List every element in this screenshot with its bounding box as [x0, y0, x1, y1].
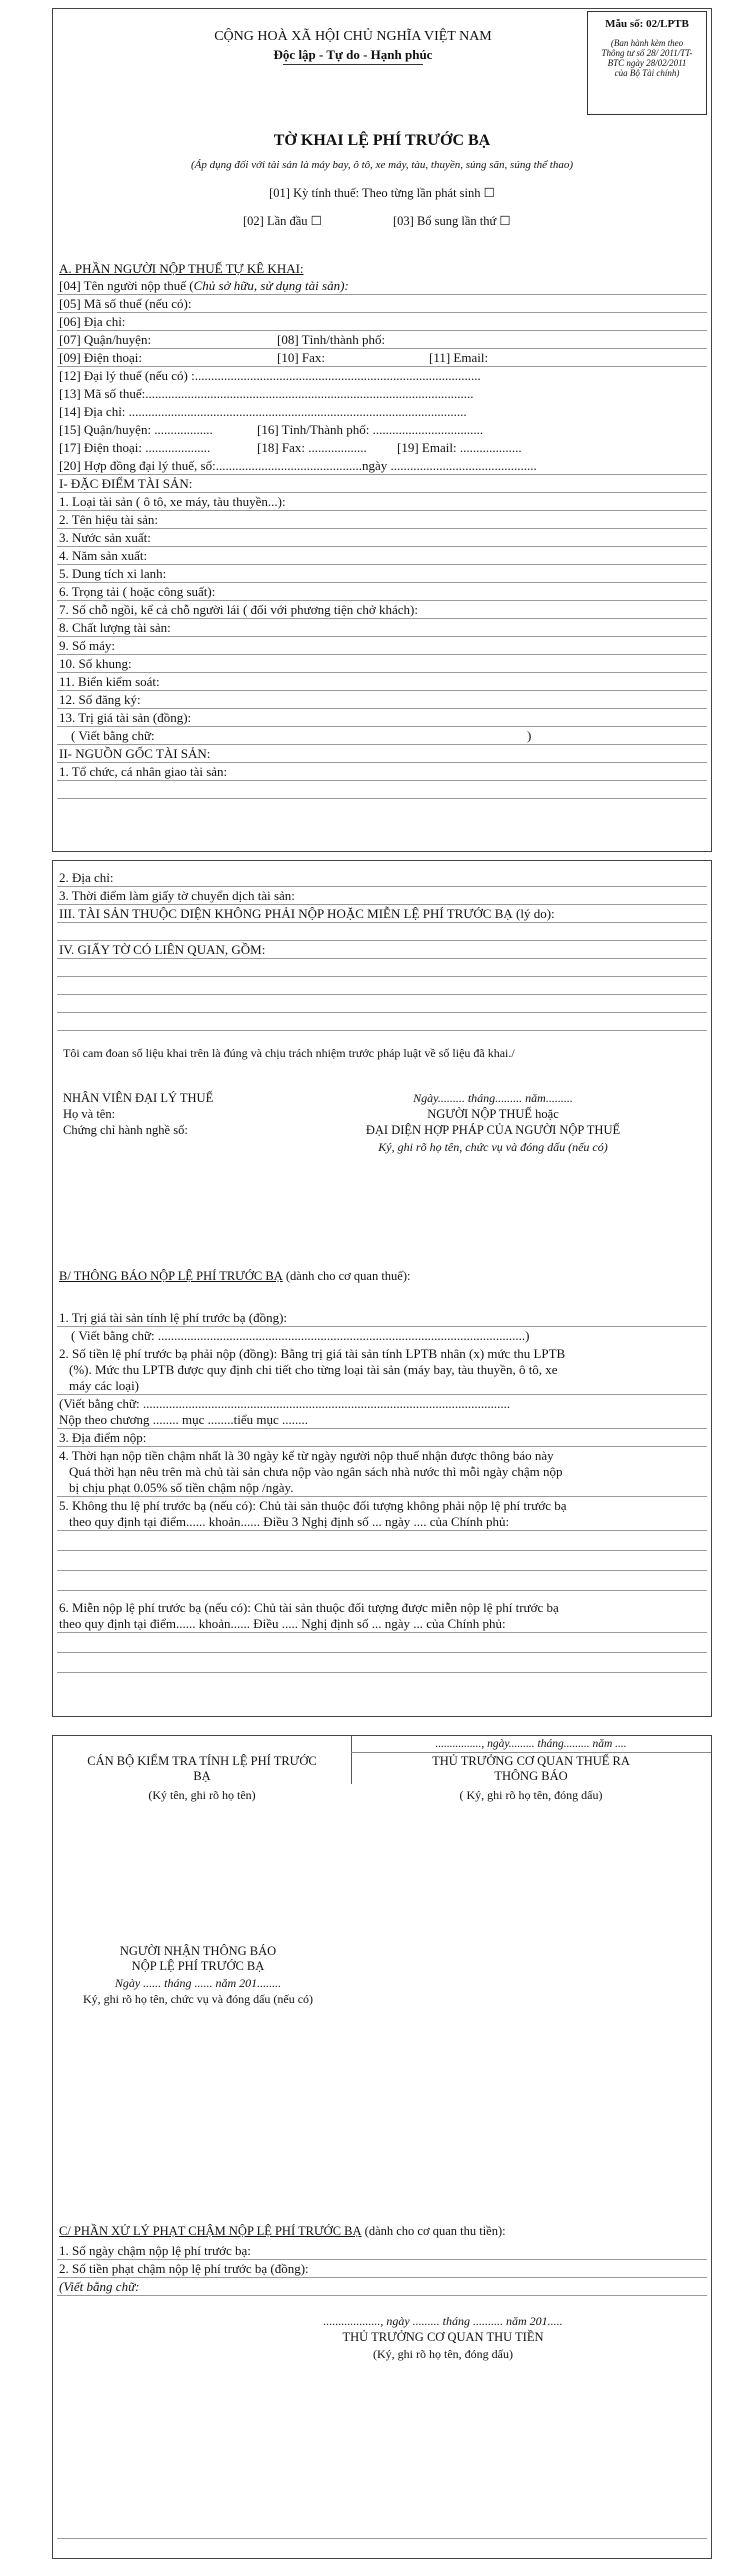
receiver-date: Ngày ...... tháng ...... năm 201........: [114, 1976, 282, 1990]
head-title-line-2: THÔNG BÁO: [494, 1769, 568, 1783]
field-19: [19] Email: ...................: [397, 440, 522, 455]
field-14[interactable]: [14] Địa chỉ: ........................................................................................................: [59, 404, 467, 419]
asset-item[interactable]: 7. Số chỗ ngồi, kể cả chỗ người lái ( đối với phương tiện chở khách):: [57, 601, 707, 619]
field-15: [15] Quận/huyện: ..................: [59, 422, 213, 437]
field-10: [10] Fax:: [277, 350, 326, 365]
field-05[interactable]: [05] Mã số thuế (nếu có):: [57, 295, 707, 313]
b-item-2-line-3: máy các loại): [57, 1377, 707, 1395]
form-number-box: [587, 11, 707, 115]
receiver-title-line-1: NGƯỜI NHẬN THÔNG BÁO: [119, 1944, 277, 1958]
nation-title: CỘNG HOÀ XÃ HỘI CHỦ NGHĨA VIỆT NAM: [214, 29, 492, 44]
inspector-title-line-1: CÁN BỘ KIỂM TRA TÍNH LỆ PHÍ TRƯỚC: [87, 1754, 317, 1768]
agent-name[interactable]: Họ và tên:: [63, 1107, 116, 1121]
agent-certificate[interactable]: Chứng chỉ hành nghề số:: [63, 1123, 188, 1137]
field-06[interactable]: [06] Địa chỉ:: [57, 313, 707, 331]
c-words[interactable]: (Viết bằng chữ:: [57, 2278, 707, 2296]
field-07-08[interactable]: [57, 331, 707, 349]
agent-title: NHÂN VIÊN ĐẠI LÝ THUẾ: [63, 1091, 214, 1105]
field-17: [17] Điện thoại: ....................: [59, 440, 211, 455]
receiver-title-line-2: NỘP LỆ PHÍ TRƯỚC BẠ: [131, 1959, 265, 1973]
asset-item[interactable]: 4. Năm sản xuất:: [57, 547, 707, 565]
blank-line: [57, 959, 707, 977]
field-20[interactable]: [20] Hợp đồng đại lý thuế, số:.............................................ngày .............................................: [57, 457, 707, 475]
section-b-note: (dành cho cơ quan thuế):: [285, 1269, 411, 1283]
asset-item[interactable]: 6. Trọng tải ( hoặc công suất):: [57, 583, 707, 601]
receiver-sign-note: Ký, ghi rõ họ tên, chức vụ và đóng dấu (nếu có): [82, 1992, 314, 2006]
exempt-heading[interactable]: III. TÀI SẢN THUỘC DIỆN KHÔNG PHẢI NỘP HOẶC MIỄN LỆ PHÍ TRƯỚC BẠ (lý do):: [57, 905, 707, 923]
payer-representative: ĐẠI DIỆN HỢP PHÁP CỦA NGƯỜI NỘP THUẾ: [365, 1123, 621, 1137]
field-04-label: [04] Tên người nộp thuế (: [59, 278, 194, 293]
field-09: [09] Điện thoại:: [59, 350, 143, 365]
payer-title: NGƯỜI NỘP THUẾ hoặc: [427, 1107, 559, 1121]
form-title: TỜ KHAI LỆ PHÍ TRƯỚC BẠ: [273, 132, 491, 149]
asset-item[interactable]: 9. Số máy:: [57, 637, 707, 655]
field-11: [11] Email:: [429, 350, 489, 365]
motto-underline: [283, 64, 423, 65]
field-04[interactable]: [57, 277, 707, 295]
collector-date: ..................., ngày ......... tháng .......... năm 201.....: [323, 2314, 563, 2328]
b-item-4-line-2: Quá thời hạn nêu trên mà chủ tài sản chưa nộp vào ngân sách nhà nước thì mỗi ngày chậm nộp: [69, 1464, 563, 1479]
motto: Độc lập - Tự do - Hạnh phúc: [273, 47, 433, 62]
section-b-heading: [59, 1269, 410, 1284]
blank-line: [57, 1013, 707, 1031]
origin-item[interactable]: 1. Tổ chức, cá nhân giao tài sản:: [57, 763, 707, 781]
declaration-text: Tôi cam đoan số liệu khai trên là đúng và chịu trách nhiệm trước pháp luật về số liệu đã khai./: [63, 1046, 515, 1060]
blank-line: [57, 1553, 707, 1571]
field-09-11[interactable]: [57, 349, 707, 367]
field-08: [08] Tỉnh/thành phố:: [277, 332, 386, 347]
form-page-3: [52, 1735, 712, 2559]
b-item-6-line-1: 6. Miễn nộp lệ phí trước bạ (nếu có): Chủ tài sản thuộc đối tượng được miễn nộp lệ phí trước bạ: [59, 1600, 559, 1615]
field-12[interactable]: [12] Đại lý thuế (nếu có) :........................................................................................: [59, 368, 481, 383]
payer-sign-note: Ký, ghi rõ họ tên, chức vụ và đóng dấu (nếu có): [378, 1140, 608, 1154]
b-item-2-line-2: (%). Mức thu LPTB được quy định chi tiết cho từng loại tài sản (máy bay, tàu thuyền, ô tô, xe: [69, 1362, 558, 1377]
form-note-3: BTC ngày 28/02/2011: [607, 58, 687, 68]
column-divider: [351, 1736, 352, 1784]
form-note-2: Thông tư số 28/ 2011/TT-: [601, 48, 693, 58]
blank-line: [57, 1635, 707, 1653]
blank-line: [57, 977, 707, 995]
inspector-title-line-2: BẠ: [193, 1769, 211, 1783]
b-item-2-chapter[interactable]: Nộp theo chương ........ mục ........tiểu mục ........: [57, 1411, 707, 1429]
receiver-title: [53, 1944, 343, 1974]
b-item-1-words-text: ( Viết bằng chữ: .................................................................................................................): [71, 1328, 530, 1343]
b-item-3[interactable]: 3. Địa điểm nộp:: [57, 1429, 707, 1447]
asset-heading: I- ĐẶC ĐIỂM TÀI SẢN:: [57, 475, 707, 493]
form-note-1: (Ban hành kèm theo: [610, 38, 684, 48]
b-item-4-line-1: 4. Thời hạn nộp tiền chậm nhất là 30 ngày kể từ ngày người nộp thuế nhận được thông báo này: [59, 1448, 554, 1463]
in-words-close: ): [527, 728, 532, 743]
b-item-5-line-2[interactable]: theo quy định tại điểm...... khoản...... Điều 3 Nghị định số ... ngày .... của Chính phủ:: [57, 1513, 707, 1531]
header-divider: [351, 1752, 711, 1753]
asset-item[interactable]: 11. Biển kiểm soát:: [57, 673, 707, 691]
first-time-checkbox[interactable]: [02] Lần đầu ☐: [243, 214, 322, 228]
form-subtitle: (Áp dụng đối với tài sản là máy bay, ô tô, xe máy, tàu, thuyền, súng săn, súng thể thao): [191, 159, 573, 171]
head-title-line-1: THỦ TRƯỞNG CƠ QUAN THUẾ RA: [432, 1754, 630, 1768]
asset-item[interactable]: 8. Chất lượng tài sản:: [57, 619, 707, 637]
b-item-5-line-1: 5. Không thu lệ phí trước bạ (nếu có): Chủ tài sản thuộc đối tượng không phải nộp lệ phí trước bạ: [59, 1498, 567, 1513]
section-a-heading: A. PHẦN NGƯỜI NỘP THUẾ TỰ KÊ KHAI:: [59, 261, 304, 276]
inspector-title: [53, 1754, 351, 1784]
blank-line: [57, 1573, 707, 1591]
inspector-sign-note: (Ký tên, ghi rõ họ tên): [148, 1788, 256, 1802]
b-item-1-words[interactable]: [57, 1327, 707, 1345]
field-18: [18] Fax: ..................: [257, 440, 367, 455]
section-b-title: B/ THÔNG BÁO NỘP LỆ PHÍ TRƯỚC BẠ: [59, 1269, 283, 1283]
b-item-6-line-2[interactable]: theo quy định tại điểm...... khoản...... Điều ..... Nghị định số ... ngày ... của Chính phủ:: [57, 1615, 707, 1633]
head-title: [353, 1754, 709, 1784]
form-page-2: [52, 860, 712, 1717]
field-16: [16] Tỉnh/Thành phố: ..................................: [257, 422, 484, 437]
form-note-4: của Bộ Tài chính): [614, 68, 680, 78]
field-07: [07] Quận/huyện:: [59, 332, 152, 347]
c-item-2[interactable]: 2. Số tiền phạt chậm nộp lệ phí trước bạ (đồng):: [57, 2260, 707, 2278]
blank-line: [57, 995, 707, 1013]
asset-item[interactable]: 13. Trị giá tài sản (đồng):: [57, 709, 707, 727]
field-15-16[interactable]: [57, 421, 707, 439]
b-item-2-line-1: 2. Số tiền lệ phí trước bạ phải nộp (đồng): Bằng trị giá tài sản tính LPTB nhân (x) mức thu LPTB: [59, 1346, 566, 1361]
section-c-note: (dành cho cơ quan thu tiền):: [364, 2224, 506, 2238]
asset-item[interactable]: 12. Số đăng ký:: [57, 691, 707, 709]
notice-date: ................, ngày......... tháng......... năm ....: [435, 1738, 627, 1750]
blank-line: [57, 1655, 707, 1673]
field-04-italic: Chủ sở hữu, sử dụng tài sản):: [193, 278, 349, 293]
section-c-heading: [59, 2224, 506, 2239]
asset-item[interactable]: 1. Loại tài sản ( ô tô, xe máy, tàu thuyền...):: [57, 493, 707, 511]
form-number: Mẫu số: 02/LPTB: [605, 18, 689, 30]
docs-heading: IV. GIẤY TỜ CÓ LIÊN QUAN, GỒM:: [57, 941, 707, 959]
c-item-1[interactable]: 1. Số ngày chậm nộp lệ phí trước bạ:: [57, 2242, 707, 2260]
head-sign-note: ( Ký, ghi rõ họ tên, đóng dấu): [459, 1788, 603, 1802]
declaration-date: Ngày......... tháng......... năm.........: [413, 1091, 573, 1105]
origin-item[interactable]: 2. Địa chỉ:: [57, 869, 707, 887]
b-item-1[interactable]: 1. Trị giá tài sản tính lệ phí trước bạ (đồng):: [57, 1309, 707, 1327]
tax-period-checkbox[interactable]: [01] Kỳ tính thuế: Theo từng lần phát sinh ☐: [269, 186, 495, 200]
asset-item[interactable]: 10. Số khung:: [57, 655, 707, 673]
in-words-label: ( Viết bằng chữ:: [71, 728, 155, 743]
collector-title: THỦ TRƯỞNG CƠ QUAN THU TIỀN: [342, 2330, 544, 2344]
b-item-2-words[interactable]: (Viết bằng chữ: .................................................................................................................: [59, 1396, 511, 1411]
asset-value-in-words[interactable]: [57, 727, 707, 745]
origin-heading: II- NGUỒN GỐC TÀI SẢN:: [57, 745, 707, 763]
field-13[interactable]: [13] Mã số thuế:.....................................................................................................: [59, 386, 474, 401]
blank-line: [57, 2521, 707, 2539]
blank-line: [57, 923, 707, 941]
asset-item[interactable]: 2. Tên hiệu tài sản:: [57, 511, 707, 529]
blank-line: [57, 781, 707, 799]
blank-line: [57, 1533, 707, 1551]
form-page-1: [52, 8, 712, 852]
asset-item[interactable]: 5. Dung tích xi lanh:: [57, 565, 707, 583]
collector-sign-note: (Ký, ghi rõ họ tên, đóng dấu): [373, 2347, 513, 2361]
supplement-checkbox[interactable]: [03] Bổ sung lần thứ ☐: [393, 214, 511, 228]
b-item-4-line-3: bị chịu phạt 0.05% số tiền chậm nộp /ngày.: [57, 1479, 707, 1497]
origin-item[interactable]: 3. Thời điểm làm giấy tờ chuyển dịch tài sản:: [57, 887, 707, 905]
field-17-19[interactable]: [57, 439, 707, 457]
section-c-title: C/ PHẦN XỬ LÝ PHẠT CHẬM NỘP LỆ PHÍ TRƯỚC BẠ: [59, 2224, 362, 2238]
asset-item[interactable]: 3. Nước sản xuất:: [57, 529, 707, 547]
